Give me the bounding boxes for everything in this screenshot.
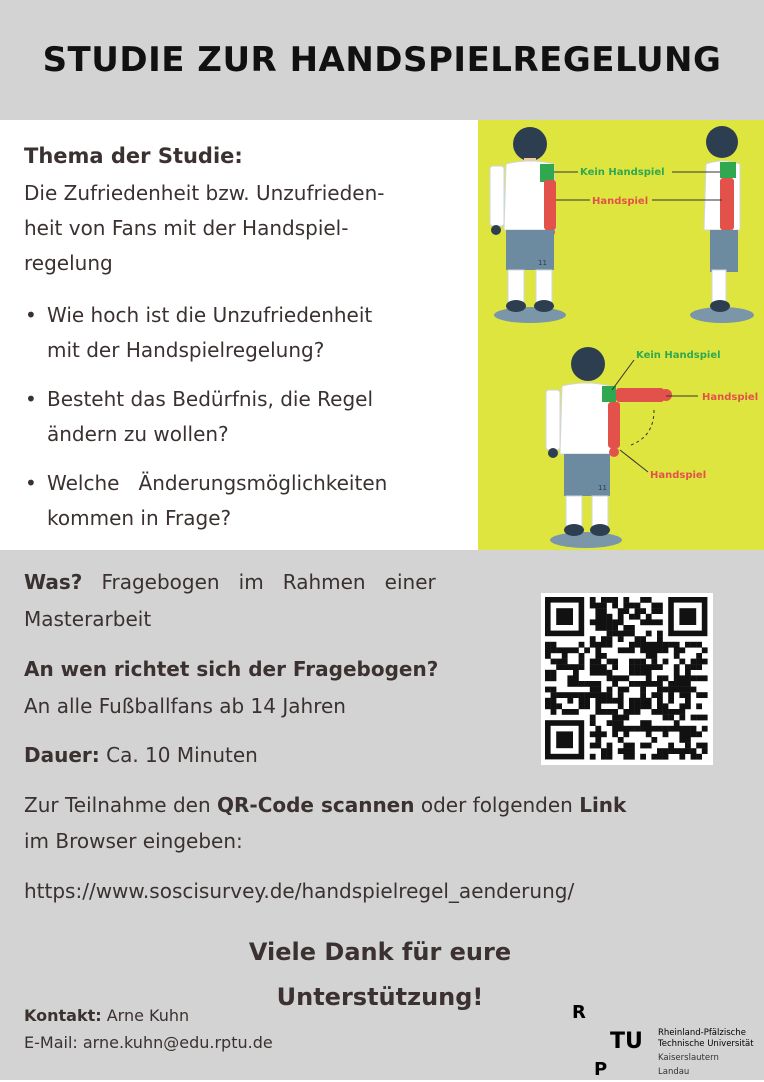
what-line — [24, 570, 514, 594]
target-text: An alle Fußballfans ab 14 Jahren — [24, 694, 346, 718]
logo-line-1: Rheinland-Pfälzische — [658, 1028, 746, 1038]
topic-line: heit von Fans mit der Handspiel- — [24, 216, 349, 240]
question-line: ändern zu wollen? — [47, 422, 229, 446]
instruction-line — [24, 793, 626, 817]
contact-name: Arne Kuhn — [106, 1006, 190, 1025]
player-side-figure — [690, 126, 754, 323]
thanks-line-1: Viele Dank für eure — [248, 938, 512, 966]
thanks-line-2: Unterstützung! — [276, 983, 484, 1011]
page-title: STUDIE ZUR HANDSPIELREGELUNG — [42, 40, 722, 80]
jersey-number: 11 — [598, 484, 607, 492]
question-line: mit der Handspielregelung? — [47, 338, 325, 362]
player-raised-arm-figure — [546, 347, 672, 548]
study-topic-section — [0, 120, 478, 550]
contact-label: Kontakt: — [24, 1006, 102, 1025]
label-kein-handspiel: Kein Handspiel — [636, 350, 721, 361]
duration-label: Dauer: — [24, 743, 100, 767]
rptu-logo — [570, 998, 760, 1078]
topic-line: Die Zufriedenheit bzw. Unzufrieden- — [24, 181, 385, 205]
label-handspiel: Handspiel — [650, 470, 707, 481]
logo-tu: TU — [610, 1029, 643, 1054]
target-heading: An wen richtet sich der Fragebogen? — [24, 657, 439, 681]
topic-heading: Thema der Studie: — [24, 144, 243, 168]
qr-instruction: QR-Code scannen — [216, 793, 415, 817]
qr-code-graphic — [541, 593, 713, 765]
question-line: Wie hoch ist die Unzufriedenheit — [47, 303, 373, 327]
question-line: kommen in Frage? — [47, 506, 232, 530]
research-questions-list — [24, 298, 454, 550]
player-front-figure — [490, 127, 566, 323]
qr-code[interactable] — [541, 593, 713, 765]
bullet-icon: • — [25, 303, 37, 327]
what-label: Was? — [24, 570, 83, 594]
label-handspiel: Handspiel — [702, 392, 759, 403]
list-item — [24, 382, 454, 452]
handball-rule-illustration — [478, 120, 764, 550]
player-diagram — [478, 120, 764, 550]
link-instruction: Link — [579, 793, 627, 817]
topic-description — [24, 176, 454, 281]
duration-line — [24, 743, 258, 767]
logo-line-4: Landau — [658, 1067, 690, 1077]
list-item — [24, 466, 454, 536]
what-text: Fragebogen im Rahmen einer — [101, 570, 436, 594]
duration-text: Ca. 10 Minuten — [106, 743, 258, 767]
logo-r: R — [572, 1002, 586, 1023]
survey-link[interactable]: https://www.soscisurvey.de/handspielregel_aenderung/ — [24, 879, 575, 903]
topic-line: regelung — [24, 251, 113, 275]
contact-line — [24, 1006, 189, 1025]
logo-line-3: Kaiserslautern — [658, 1053, 719, 1063]
bullet-icon: • — [25, 387, 37, 411]
label-handspiel: Handspiel — [592, 196, 649, 207]
instruction-text: oder folgenden — [414, 793, 580, 817]
label-kein-handspiel: Kein Handspiel — [580, 167, 665, 178]
instruction-line-2: im Browser eingeben: — [24, 829, 243, 853]
list-item — [24, 298, 454, 368]
logo-line-2: Technische Universität — [658, 1039, 754, 1049]
question-line: Welche Änderungsmöglichkeiten — [47, 471, 388, 495]
bullet-icon: • — [25, 471, 37, 495]
instruction-text: Zur Teilnahme den — [24, 793, 217, 817]
jersey-number: 11 — [538, 259, 547, 267]
header-banner — [0, 0, 764, 120]
contact-email[interactable]: E-Mail: arne.kuhn@edu.rptu.de — [24, 1033, 273, 1052]
logo-p: P — [594, 1059, 608, 1078]
what-text-cont: Masterarbeit — [24, 607, 152, 631]
question-line: Besteht das Bedürfnis, die Regel — [47, 387, 373, 411]
